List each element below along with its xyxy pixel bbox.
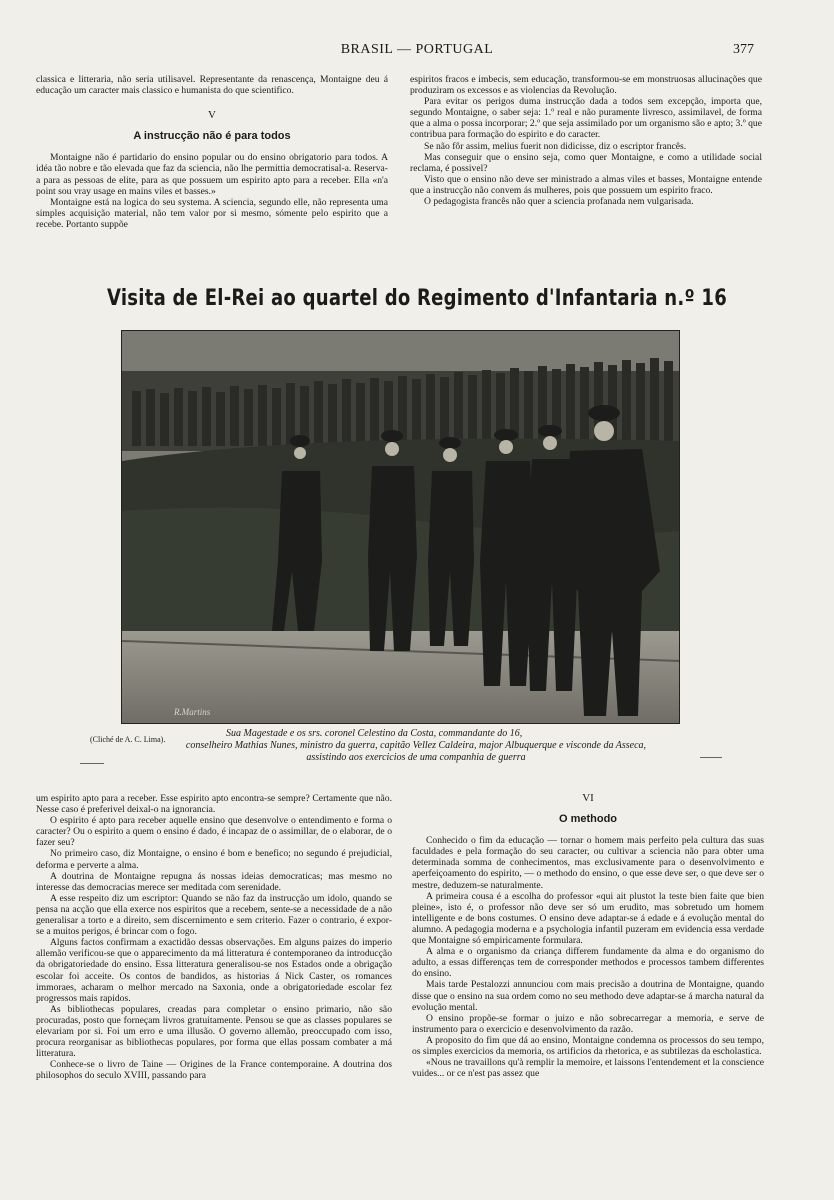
paragraph: O ensino propõe-se formar o juizo e não sobrecarregar a memoria, e serve de instrumento para o exercicio e desenvolvimento da razão. (412, 1012, 764, 1035)
paragraph: O espirito é apto para receber aquelle ensino que desenvolve o entendimento e forma o caracter? Ou o espirito a quem o ensino é dado, é incapaz de o assimillar, de o elaborar, de o fazer seu? (36, 815, 392, 849)
section-title: A instrucção não é para todos (133, 130, 291, 143)
column-bottom-right (412, 793, 764, 1163)
paragraph: No primeiro caso, diz Montaigne, o ensino é bom e benefico; no segundo é prejudicial, deforma e perverte a alma. (36, 848, 392, 871)
paragraph: O pedagogista francês não quer a sciencia profanada nem vulgarisada. (424, 196, 694, 208)
photographer-signature: R.Martins (174, 707, 211, 717)
caption-line: Sua Magestade e os srs. coronel Celestino da Costa, commandante do 16, (226, 728, 523, 739)
paragraph: Se não fôr assim, melius fuerit non didicisse, diz o escriptor francês. (424, 140, 687, 152)
paragraph: um espirito apto para a receber. Esse espirito apto encontra-se sempre? Certamente que não. Nesse caso é preferivel deixal-o na ignorancia. (36, 793, 392, 816)
paragraph: A esse respeito diz um escriptor: Quando se não faz da instrucção um idolo, quando se pensa na acção que ella exerce nos espiritos que a recebem, sente-se a necessidade de a não generalisar a torto e a direito, sem discernimento e sem criterio. Fazer o contrario, é expor-se a muitos perigos, é brincar com o fogo. (36, 892, 392, 938)
running-title: BRASIL — PORTUGAL (340, 42, 494, 57)
paragraph: Visto que o ensino não deve ser ministrado a almas viles et basses, Montaigne entende que a instrucção não convem ás mulheres, pois que possuem um espirito fraco. (410, 173, 762, 196)
paragraph: Mas conseguir que o ensino seja, como quer Montaigne, e como a utilidade social reclama, é possivel? (410, 151, 762, 174)
paragraph: Montaigne está na logica do seu systema. A sciencia, segundo elle, não representa uma simples acquisição material, não tem valor por si mesmo, sómente pelo espirito que a recebe. Portanto suppõe (36, 196, 388, 230)
photo-illustration (122, 331, 679, 723)
paragraph: «Nous ne travaillons qu'à remplir la memoire, et laissons l'entendement et la conscience vuides... or ce n'est pas assez que (412, 1057, 764, 1080)
paragraph: Conhecido o fim da educação — tornar o homem mais perfeito pela cultura das suas faculdades e pela formação do seu caracter, ou cultivar a sciencia não para obter uma determinada somma de conhecimentos, mas exclusivamente para o desenvolvimento e aperfeiçoamento do espirito, — o methodo do ensino, o que esse deve ser, o que deve ser o mestre, deduzem-se naturalmente. (412, 835, 764, 891)
paragraph: classica e litteraria, não seria utilisavel. Representante da renascença, Montaigne deu á educação um caracter mais classico e humanista do que scientifico. (36, 74, 388, 97)
section-title: O methodo (558, 813, 618, 826)
paragraph: Mais tarde Pestalozzi annunciou com mais precisão a doutrina de Montaigne, quando disse que o ensino na sua ordem como no seu methodo deve adaptar-se á marcha natural da evolução mental. (412, 979, 764, 1013)
column-top-left (36, 74, 388, 270)
paragraph: Conhece-se o livro de Taine — Origines de la France contemporaine. A doutrina dos philosophos do seculo XVIII, passando para (36, 1059, 392, 1082)
caption-divider (700, 757, 722, 758)
photo-caption (76, 728, 756, 764)
column-bottom-left (36, 793, 392, 1163)
paragraph: A proposito do fim que dá ao ensino, Montaigne condemna os processos do seu tempo, os simples exercicios da memoria, os artificios da rhetorica, e as subtilezas da escholastica. (412, 1034, 764, 1057)
paragraph: A alma e o organismo da criança differem fundamente da alma e do organismo do adulto, a essas differenças tem de corresponder methodos e processos tambem differentes do ensino. (412, 946, 764, 980)
news-photograph (121, 330, 680, 724)
column-top-right (410, 74, 762, 270)
page-number: 377 (733, 42, 754, 57)
photo-credit: (Cliché de A. C. Lima). (90, 735, 166, 744)
paragraph: As bibliothecas populares, creadas para completar o ensino primario, não são procuradas, posto que forneçam livros gratuitamente. Pensou se que as classes populares se elevariam por si. Foi um erro e uma illusão. O governo allemão, preoccupado com isso, procura reorganisar as bibliothecas populares, por forma que ellas possam combater a má litteratura. (36, 1003, 392, 1060)
section-number: VI (582, 793, 594, 804)
paragraph: espiritos fracos e imbecis, sem educação, transformou-se em monstruosas allucinações que produziram os excessos e as violencias da Revolução. (410, 74, 762, 97)
caption-line: conselheiro Mathias Nunes, ministro da guerra, capitão Vellez Caldeira, major Albuquerque e visconde da Asseca, (185, 740, 647, 751)
paragraph: Montaigne não é partidario do ensino popular ou do ensino obrigatorio para todos. A idéa tão nobre e tão elevada que faz da sciencia, não lhe permittia democratisal-a. Reserva-a para as pessoas de elite, para as que possuem um espirito apto para a receber. Ella «n'a point sou vray usage en mains viles et basses.» (36, 152, 388, 197)
paragraph: A doutrina de Montaigne repugna ás nossas ideias democraticas; mas mesmo no interesse das democracias merece ser meditada com serenidade. (36, 870, 392, 893)
section-number: V (208, 109, 216, 122)
caption-line: assistindo aos exercicios de uma companhia de guerra (306, 752, 526, 763)
caption-divider (80, 763, 104, 764)
paragraph: Para evitar os perigos duma instrucção dada a todos sem excepção, importa que, segundo Montaigne, o saber seja: 1.º real e não puramente livresco, assimilavel, de forma que a alma o possa incorporar; 2.º que seja assimilado por um organismo são e apto; 3.º que contribua para formação do espirito e do caracter. (410, 96, 762, 141)
article-headline: Visita de El-Rei ao quartel do Regimento d'Infantaria n.º 16 (106, 286, 728, 311)
paragraph: Alguns factos confirmam a exactidão dessas observações. Em alguns paizes do imperio allemão verificou-se que o apparecimento da má litteratura é contemporaneo da introducção da obrigatoriedade do ensino. Essa litteratura generalisou-se nos Estados onde a obrigação escolar foi acceite. Os contos de bandidos, as historias á Nick Caster, os romances immoraes, acharam o melhor mercado na Saxonia, onde a obrigatoriedade escolar fez progressos mais rapidos. (36, 937, 392, 1004)
paragraph: A primeira cousa é a escolha do professor «qui ait plustot la teste bien faite que bien pleine», isto é, o professor não deve ser só um erudito, mas sobretudo um homem intelligente e de bons costumes. O ensino deve adaptar-se á edade e á evolução mental do alumno. A pedagogia moderna e a psychologia infantil puzeram em evidencia essa verdade que Montaigne só empiricamente formulara. (412, 890, 764, 947)
